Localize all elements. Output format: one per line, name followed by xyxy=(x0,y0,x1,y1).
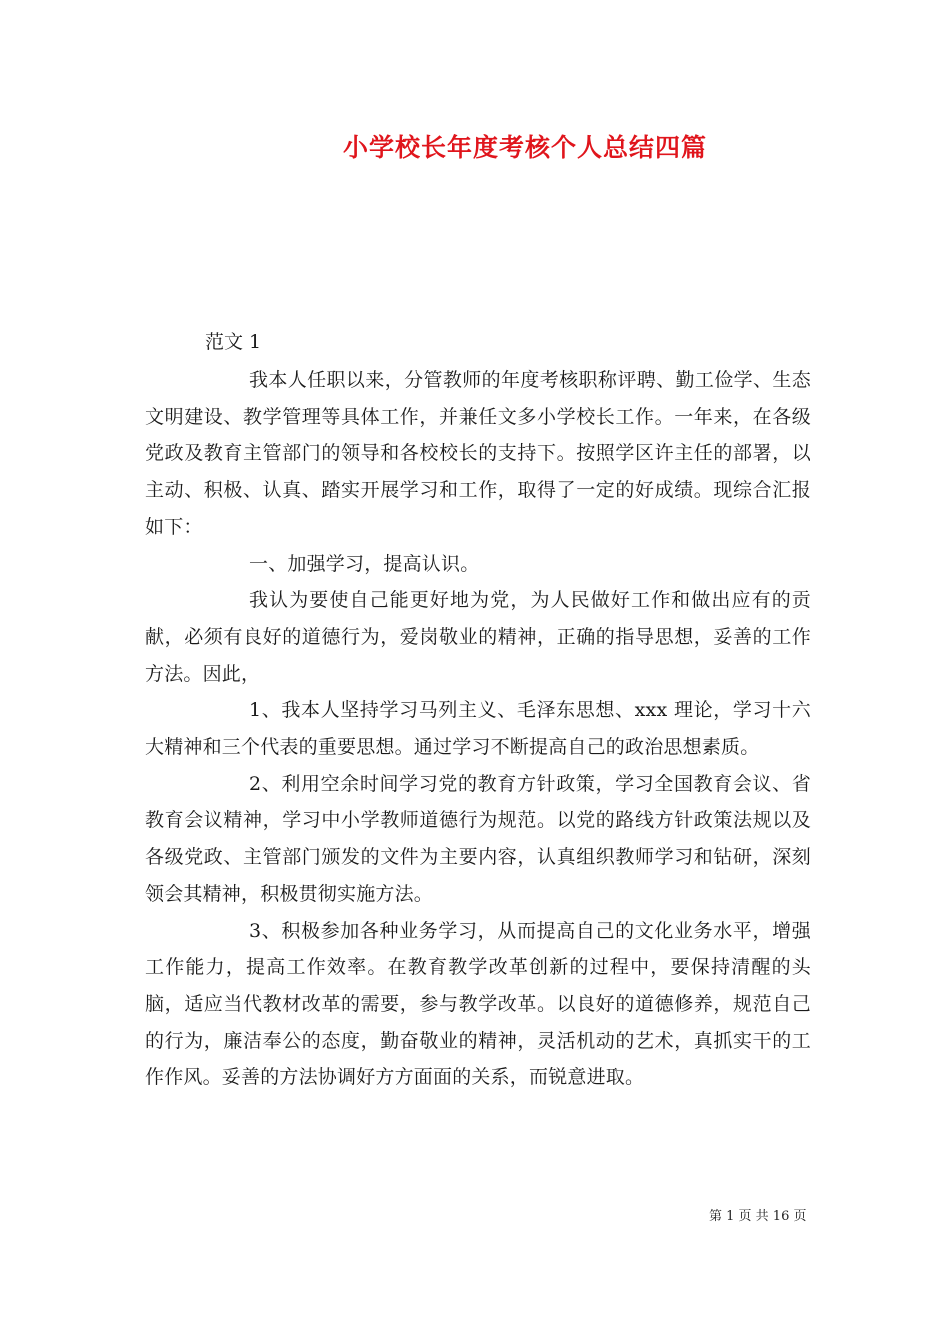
paragraph: 1、我本人坚持学习马列主义、毛泽东思想、xxx 理论，学习十六大精神和三个代表的重要思想。通过学习不断提高自己的政治思想素质。 xyxy=(145,699,811,759)
paragraph: 一、加强学习，提高认识。 xyxy=(249,552,480,575)
document-title: 小学校长年度考核个人总结四篇 xyxy=(342,133,707,162)
paragraph: 2、利用空余时间学习党的教育方针政策，学习全国教育会议、省教育会议精神，学习中小学教师道德行为规范。以党的路线方针政策法规以及各级党政、主管部门颁发的文件为主要内容，认真组织教师学习和钻研，深刻领会其精神，积极贯彻实施方法。 xyxy=(145,772,811,905)
paragraph: 我本人任职以来，分管教师的年度考核职称评聘、勤工俭学、生态文明建设、教学管理等具体工作，并兼任文多小学校长工作。一年来，在各级党政及教育主管部门的领导和各校校长的支持下。按照学区许主任的部署，以主动、积极、认真、踏实开展学习和工作，取得了一定的好成绩。现综合汇报如下： xyxy=(145,369,811,538)
page-number: 第 1 页 共 16 页 xyxy=(709,1209,807,1224)
paragraph: 3、积极参加各种业务学习，从而提高自己的文化业务水平，增强工作能力，提高工作效率。在教育教学改革创新的过程中，要保持清醒的头脑，适应当代教材改革的需要，参与教学改革。以良好的道德修养，规范自己的行为，廉洁奉公的态度，勤奋敬业的精神，灵活机动的艺术，真抓实干的工作作风。妥善的方法协调好方方面面的关系，而锐意进取。 xyxy=(145,919,811,1089)
section-label: 范文 1 xyxy=(205,331,262,353)
paragraph: 我认为要使自己能更好地为党，为人民做好工作和做出应有的贡献，必须有良好的道德行为，爱岗敬业的精神，正确的指导思想，妥善的工作方法。因此， xyxy=(145,589,811,685)
document-body xyxy=(145,362,811,1096)
